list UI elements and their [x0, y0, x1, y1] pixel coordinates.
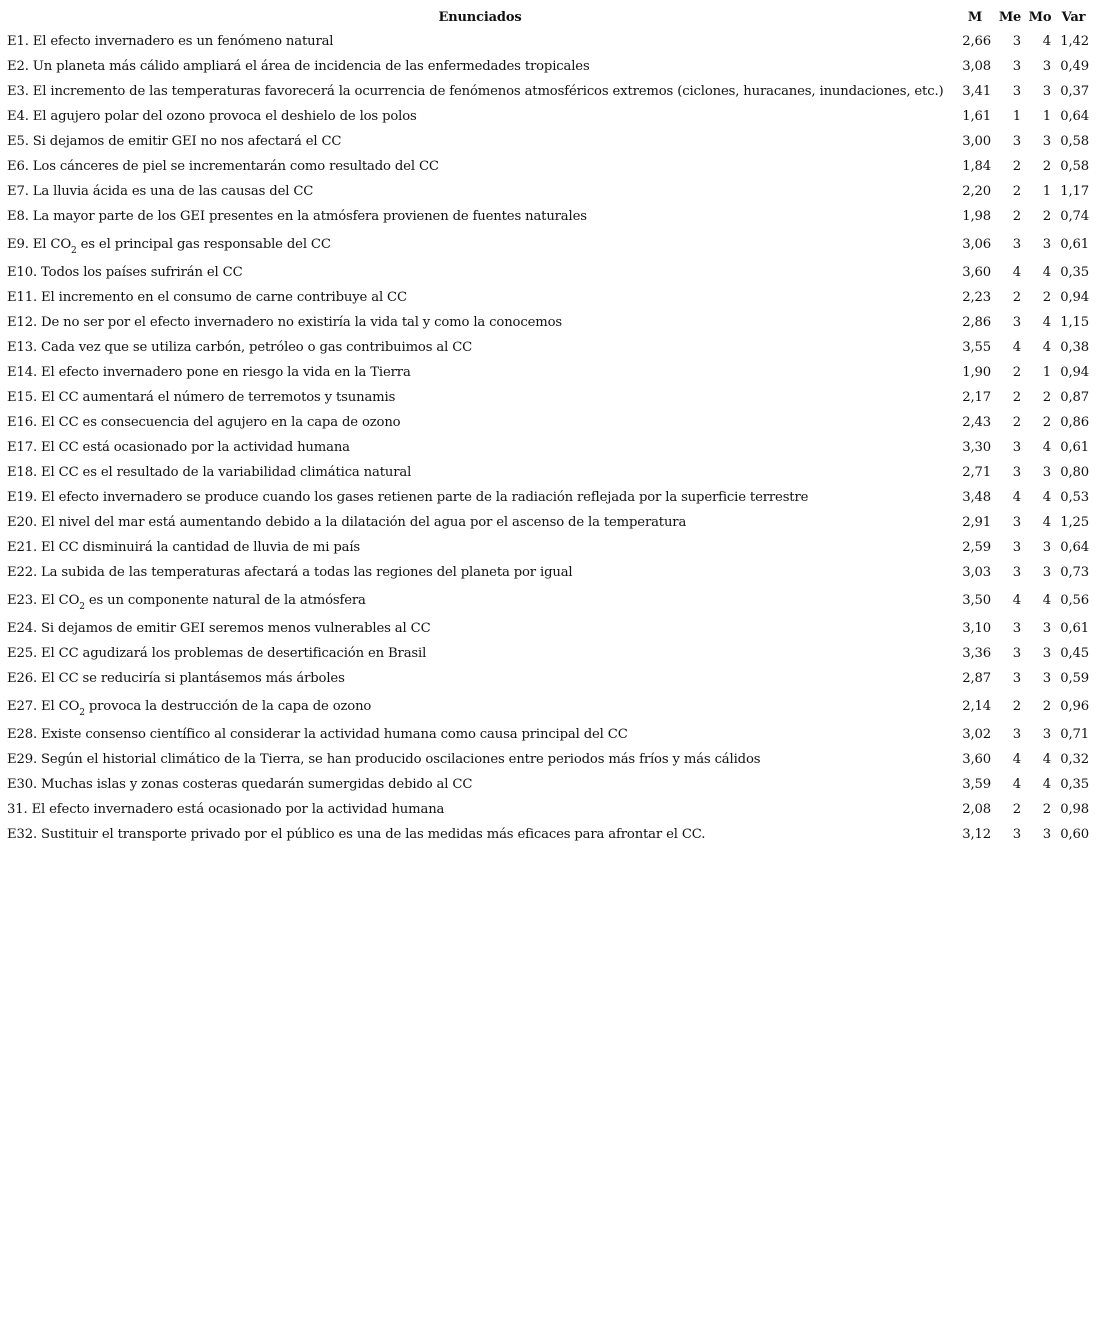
median-cell: 3 — [1012, 727, 1021, 742]
statement-cell — [5, 54, 955, 79]
statement-text: E17. El CC está ocasionado por la actividad humana — [7, 440, 350, 455]
header-statements: Enunciados — [438, 9, 522, 25]
variance-cell: 0,64 — [1060, 109, 1089, 124]
median-cell: 2 — [1012, 159, 1021, 174]
statement-cell — [5, 691, 955, 722]
statement-cell — [5, 104, 955, 129]
table-row — [5, 485, 1092, 510]
table-row — [5, 179, 1092, 204]
table-row — [5, 797, 1092, 822]
mode-cell: 4 — [1042, 752, 1051, 767]
median-cell: 3 — [1012, 565, 1021, 580]
table-row — [5, 204, 1092, 229]
statement-text: E20. El nivel del mar está aumentando debido a la dilatación del agua por el ascenso de la temperatura — [7, 515, 687, 530]
mode-cell: 2 — [1042, 802, 1051, 817]
table-row — [5, 285, 1092, 310]
variance-cell: 0,58 — [1060, 159, 1089, 174]
mean-cell: 2,14 — [962, 699, 991, 714]
mode-cell: 2 — [1042, 390, 1051, 405]
mode-cell: 3 — [1042, 727, 1051, 742]
mode-cell: 4 — [1042, 265, 1051, 280]
statement-cell — [5, 335, 955, 360]
mode-cell: 4 — [1042, 490, 1051, 505]
variance-cell: 0,60 — [1060, 827, 1089, 842]
statement-text: E19. El efecto invernadero se produce cuando los gases retienen parte de la radiación reflejada por la superficie terrestre — [7, 490, 809, 505]
statement-text: E1. El efecto invernadero es un fenómeno natural — [7, 34, 334, 49]
statement-text: E6. Los cánceres de piel se incrementarán como resultado del CC — [7, 159, 439, 174]
statement-text: E26. El CC se reduciría si plantásemos más árboles — [7, 671, 345, 686]
mode-cell: 3 — [1042, 237, 1051, 252]
mean-cell: 3,59 — [962, 777, 991, 792]
statement-cell — [5, 641, 955, 666]
table-body — [5, 29, 1092, 847]
variance-cell: 1,15 — [1060, 315, 1089, 330]
table-row — [5, 460, 1092, 485]
mode-cell: 2 — [1042, 415, 1051, 430]
mode-cell: 2 — [1042, 699, 1051, 714]
table-row — [5, 410, 1092, 435]
variance-cell: 0,37 — [1060, 84, 1089, 99]
mean-cell: 3,36 — [962, 646, 991, 661]
subscript: 2 — [79, 708, 85, 718]
median-cell: 3 — [1012, 515, 1021, 530]
median-cell: 3 — [1012, 827, 1021, 842]
statement-text: E15. El CC aumentará el número de terremotos y tsunamis — [7, 390, 396, 405]
table-row — [5, 129, 1092, 154]
table-row — [5, 560, 1092, 585]
statement-cell — [5, 29, 955, 54]
median-cell: 3 — [1012, 540, 1021, 555]
statement-text: E18. El CC es el resultado de la variabilidad climática natural — [7, 465, 412, 480]
median-cell: 4 — [1012, 777, 1021, 792]
variance-cell: 0,56 — [1060, 593, 1089, 608]
statement-text: E5. Si dejamos de emitir GEI no nos afectará el CC — [7, 134, 342, 149]
median-cell: 3 — [1012, 671, 1021, 686]
median-cell: 4 — [1012, 752, 1021, 767]
mean-cell: 2,86 — [962, 315, 991, 330]
variance-cell: 0,38 — [1060, 340, 1089, 355]
mode-cell: 3 — [1042, 84, 1051, 99]
median-cell: 2 — [1012, 699, 1021, 714]
mean-cell: 3,55 — [962, 340, 991, 355]
statement-text: E29. Según el historial climático de la Tierra, se han producido oscilaciones entre periodos más fríos y más cálidos — [7, 752, 761, 767]
mean-cell: 2,20 — [962, 184, 991, 199]
mean-cell: 2,17 — [962, 390, 991, 405]
mean-cell: 3,12 — [962, 827, 991, 842]
statement-cell — [5, 560, 955, 585]
mean-cell: 3,50 — [962, 593, 991, 608]
mean-cell: 2,23 — [962, 290, 991, 305]
statement-text: E28. Existe consenso científico al considerar la actividad humana como causa principal del CC — [7, 727, 628, 742]
subscript: 2 — [79, 602, 85, 612]
statement-cell — [5, 797, 955, 822]
mode-cell: 4 — [1042, 34, 1051, 49]
mean-cell: 1,90 — [962, 365, 991, 380]
mean-cell: 3,08 — [962, 59, 991, 74]
statement-text: E30. Muchas islas y zonas costeras quedarán sumergidas debido al CC — [7, 777, 473, 792]
mode-cell: 4 — [1042, 340, 1051, 355]
statement-cell — [5, 385, 955, 410]
statement-cell — [5, 666, 955, 691]
statement-text: E27. El CO — [7, 699, 80, 714]
header-variance: Var — [1061, 9, 1086, 25]
statement-text: E9. El CO — [7, 237, 71, 252]
mode-cell: 3 — [1042, 621, 1051, 636]
mean-cell: 3,60 — [962, 752, 991, 767]
statement-cell — [5, 535, 955, 560]
statement-text: E2. Un planeta más cálido ampliará el área de incidencia de las enfermedades tropicales — [7, 59, 590, 74]
median-cell: 3 — [1012, 465, 1021, 480]
mean-cell: 1,98 — [962, 209, 991, 224]
mode-cell: 2 — [1042, 209, 1051, 224]
median-cell: 4 — [1012, 490, 1021, 505]
variance-cell: 0,53 — [1060, 490, 1089, 505]
statement-text: E11. El incremento en el consumo de carne contribuye al CC — [7, 290, 407, 305]
statement-cell — [5, 460, 955, 485]
statement-text-continued: es un componente natural de la atmósfera — [84, 593, 366, 608]
variance-cell: 0,58 — [1060, 134, 1089, 149]
mode-cell: 4 — [1042, 593, 1051, 608]
mean-cell: 2,91 — [962, 515, 991, 530]
statement-cell — [5, 722, 955, 747]
variance-cell: 0,59 — [1060, 671, 1089, 686]
variance-cell: 0,35 — [1060, 777, 1089, 792]
statement-cell — [5, 260, 955, 285]
mode-cell: 3 — [1042, 565, 1051, 580]
variance-cell: 0,86 — [1060, 415, 1089, 430]
variance-cell: 0,61 — [1060, 621, 1089, 636]
mode-cell: 3 — [1042, 59, 1051, 74]
table-row — [5, 310, 1092, 335]
variance-cell: 0,94 — [1060, 365, 1089, 380]
mean-cell: 3,30 — [962, 440, 991, 455]
median-cell: 3 — [1012, 34, 1021, 49]
statement-cell — [5, 179, 955, 204]
mode-cell: 4 — [1042, 515, 1051, 530]
table-row — [5, 260, 1092, 285]
table-row — [5, 585, 1092, 616]
median-cell: 3 — [1012, 237, 1021, 252]
table-row — [5, 691, 1092, 722]
median-cell: 3 — [1012, 646, 1021, 661]
variance-cell: 0,74 — [1060, 209, 1089, 224]
table-row — [5, 772, 1092, 797]
table-row — [5, 79, 1092, 104]
mode-cell: 4 — [1042, 315, 1051, 330]
mean-cell: 1,61 — [962, 109, 991, 124]
median-cell: 3 — [1012, 440, 1021, 455]
table-row — [5, 641, 1092, 666]
statement-cell — [5, 822, 955, 847]
mean-cell: 3,41 — [962, 84, 991, 99]
mean-cell: 3,06 — [962, 237, 991, 252]
statement-cell — [5, 310, 955, 335]
median-cell: 3 — [1012, 134, 1021, 149]
median-cell: 4 — [1012, 340, 1021, 355]
subscript: 2 — [71, 246, 77, 256]
mean-cell: 3,03 — [962, 565, 991, 580]
statement-cell — [5, 435, 955, 460]
statement-text: E10. Todos los países sufrirán el CC — [7, 265, 243, 280]
mode-cell: 3 — [1042, 540, 1051, 555]
statement-cell — [5, 585, 955, 616]
variance-cell: 0,73 — [1060, 565, 1089, 580]
statement-text: E8. La mayor parte de los GEI presentes en la atmósfera provienen de fuentes naturales — [7, 209, 587, 224]
variance-cell: 0,94 — [1060, 290, 1089, 305]
statement-text-continued: es el principal gas responsable del CC — [76, 237, 331, 252]
variance-cell: 0,32 — [1060, 752, 1089, 767]
mode-cell: 2 — [1042, 159, 1051, 174]
mean-cell: 2,66 — [962, 34, 991, 49]
table-row — [5, 510, 1092, 535]
statement-text: E14. El efecto invernadero pone en riesgo la vida en la Tierra — [7, 365, 411, 380]
statement-cell — [5, 360, 955, 385]
header-mode: Mo — [1028, 9, 1052, 25]
variance-cell: 0,49 — [1060, 59, 1089, 74]
variance-cell: 0,64 — [1060, 540, 1089, 555]
mean-cell: 3,00 — [962, 134, 991, 149]
statement-text: E16. El CC es consecuencia del agujero en la capa de ozono — [7, 415, 401, 430]
mode-cell: 4 — [1042, 777, 1051, 792]
statement-cell — [5, 79, 955, 104]
statement-text: E3. El incremento de las temperaturas favorecerá la ocurrencia de fenómenos atmosféricos extremos (ciclones, huracanes, inundaciones, etc.) — [7, 84, 944, 99]
header-mean: M — [967, 9, 983, 25]
median-cell: 4 — [1012, 593, 1021, 608]
statement-text: E32. Sustituir el transporte privado por el público es una de las medidas más eficaces para afrontar el CC. — [7, 827, 706, 842]
mode-cell: 4 — [1042, 440, 1051, 455]
statement-text: E4. El agujero polar del ozono provoca el deshielo de los polos — [7, 109, 417, 124]
median-cell: 4 — [1012, 265, 1021, 280]
header-row — [5, 5, 1092, 29]
table-row — [5, 229, 1092, 260]
table-row — [5, 54, 1092, 79]
mean-cell: 3,02 — [962, 727, 991, 742]
table-row — [5, 335, 1092, 360]
statement-text-continued: provoca la destrucción de la capa de ozono — [84, 699, 372, 714]
mean-cell: 3,60 — [962, 265, 991, 280]
mean-cell: 2,71 — [962, 465, 991, 480]
median-cell: 2 — [1012, 415, 1021, 430]
mode-cell: 2 — [1042, 290, 1051, 305]
mode-cell: 3 — [1042, 465, 1051, 480]
mean-cell: 2,59 — [962, 540, 991, 555]
mean-cell: 3,48 — [962, 490, 991, 505]
median-cell: 2 — [1012, 184, 1021, 199]
variance-cell: 0,71 — [1060, 727, 1089, 742]
median-cell: 2 — [1012, 365, 1021, 380]
variance-cell: 0,45 — [1060, 646, 1089, 661]
median-cell: 2 — [1012, 390, 1021, 405]
variance-cell: 0,87 — [1060, 390, 1089, 405]
statement-cell — [5, 410, 955, 435]
median-cell: 3 — [1012, 315, 1021, 330]
statement-cell — [5, 616, 955, 641]
mode-cell: 3 — [1042, 671, 1051, 686]
table-row — [5, 29, 1092, 54]
statement-cell — [5, 285, 955, 310]
mean-cell: 2,87 — [962, 671, 991, 686]
mean-cell: 2,08 — [962, 802, 991, 817]
median-cell: 2 — [1012, 290, 1021, 305]
table-row — [5, 360, 1092, 385]
statement-text: E24. Si dejamos de emitir GEI seremos menos vulnerables al CC — [7, 621, 431, 636]
statement-text: E22. La subida de las temperaturas afectará a todas las regiones del planeta por igual — [7, 565, 573, 580]
statement-cell — [5, 747, 955, 772]
mode-cell: 3 — [1042, 646, 1051, 661]
mean-cell: 3,10 — [962, 621, 991, 636]
header-median: Me — [998, 9, 1022, 25]
variance-cell: 0,80 — [1060, 465, 1089, 480]
table-row — [5, 666, 1092, 691]
variance-cell: 1,17 — [1060, 184, 1089, 199]
variance-cell: 1,25 — [1060, 515, 1089, 530]
mode-cell: 1 — [1042, 365, 1051, 380]
statement-cell — [5, 229, 955, 260]
median-cell: 3 — [1012, 59, 1021, 74]
variance-cell: 0,61 — [1060, 440, 1089, 455]
table-row — [5, 747, 1092, 772]
table-row — [5, 722, 1092, 747]
statement-cell — [5, 204, 955, 229]
variance-cell: 0,61 — [1060, 237, 1089, 252]
statements-table — [5, 5, 1092, 847]
mean-cell: 2,43 — [962, 415, 991, 430]
median-cell: 2 — [1012, 802, 1021, 817]
median-cell: 2 — [1012, 209, 1021, 224]
table-row — [5, 535, 1092, 560]
mode-cell: 1 — [1042, 109, 1051, 124]
statement-cell — [5, 772, 955, 797]
table-row — [5, 822, 1092, 847]
table-row — [5, 616, 1092, 641]
statement-text: E23. El CO — [7, 593, 80, 608]
mode-cell: 1 — [1042, 184, 1051, 199]
statement-text: 31. El efecto invernadero está ocasionado por la actividad humana — [7, 802, 445, 817]
mode-cell: 3 — [1042, 827, 1051, 842]
statement-text: E25. El CC agudizará los problemas de desertificación en Brasil — [7, 646, 427, 661]
variance-cell: 0,96 — [1060, 699, 1089, 714]
mode-cell: 3 — [1042, 134, 1051, 149]
statement-cell — [5, 129, 955, 154]
statement-cell — [5, 485, 955, 510]
table-row — [5, 435, 1092, 460]
variance-cell: 1,42 — [1060, 34, 1089, 49]
median-cell: 3 — [1012, 84, 1021, 99]
table-row — [5, 154, 1092, 179]
table-row — [5, 385, 1092, 410]
variance-cell: 0,98 — [1060, 802, 1089, 817]
table-header — [5, 5, 1092, 29]
statement-text: E7. La lluvia ácida es una de las causas del CC — [7, 184, 314, 199]
statement-cell — [5, 510, 955, 535]
statement-cell — [5, 154, 955, 179]
mean-cell: 1,84 — [962, 159, 991, 174]
median-cell: 1 — [1012, 109, 1021, 124]
statement-text: E12. De no ser por el efecto invernadero no existiría la vida tal y como la conocemos — [7, 315, 562, 330]
table-row — [5, 104, 1092, 129]
statement-text: E13. Cada vez que se utiliza carbón, petróleo o gas contribuimos al CC — [7, 340, 473, 355]
statement-text: E21. El CC disminuirá la cantidad de lluvia de mi país — [7, 540, 361, 555]
variance-cell: 0,35 — [1060, 265, 1089, 280]
median-cell: 3 — [1012, 621, 1021, 636]
